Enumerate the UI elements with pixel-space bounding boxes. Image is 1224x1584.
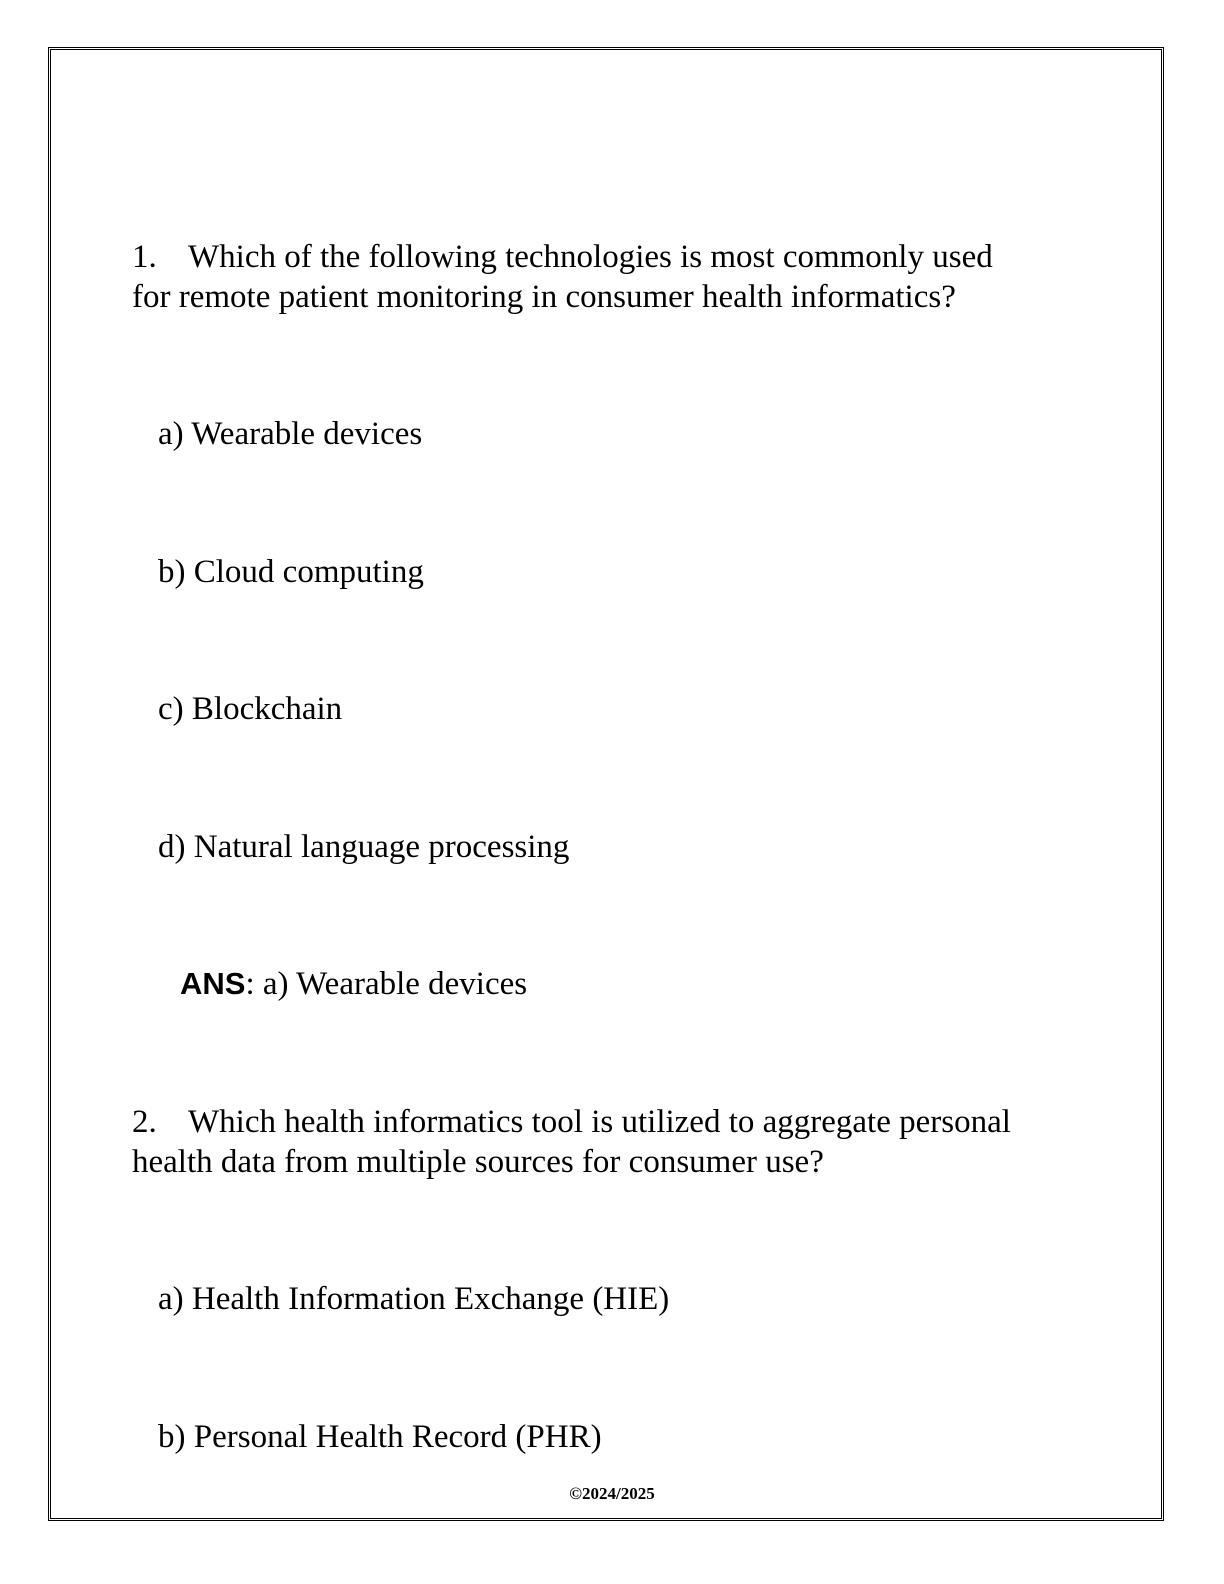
answer-label: ANS xyxy=(180,966,246,1001)
copyright-footer: ©2024/2025 xyxy=(569,1484,655,1503)
question-1-line-1 xyxy=(132,237,993,277)
question-1-number: 1. xyxy=(132,239,157,275)
question-1-answer xyxy=(180,964,527,1004)
question-1-option-d: d) Natural language processing xyxy=(158,829,570,865)
question-1-text-1: Which of the following technologies is most commonly used xyxy=(188,239,993,275)
answer-text: : a) Wearable devices xyxy=(245,966,528,1002)
question-1-option-b: b) Cloud computing xyxy=(158,554,424,590)
question-1-line-2: for remote patient monitoring in consumer health informatics? xyxy=(132,279,956,315)
question-2-line-2: health data from multiple sources for consumer use? xyxy=(132,1144,824,1180)
question-2-text-1: Which health informatics tool is utilized to aggregate personal xyxy=(188,1104,1011,1140)
question-2-option-a: a) Health Information Exchange (HIE) xyxy=(158,1281,670,1317)
question-2-number: 2. xyxy=(132,1104,157,1140)
question-2-option-b: b) Personal Health Record (PHR) xyxy=(158,1419,602,1455)
question-1-option-a: a) Wearable devices xyxy=(158,416,423,452)
question-2-line-1 xyxy=(132,1102,1011,1142)
question-1-option-c: c) Blockchain xyxy=(158,691,343,727)
